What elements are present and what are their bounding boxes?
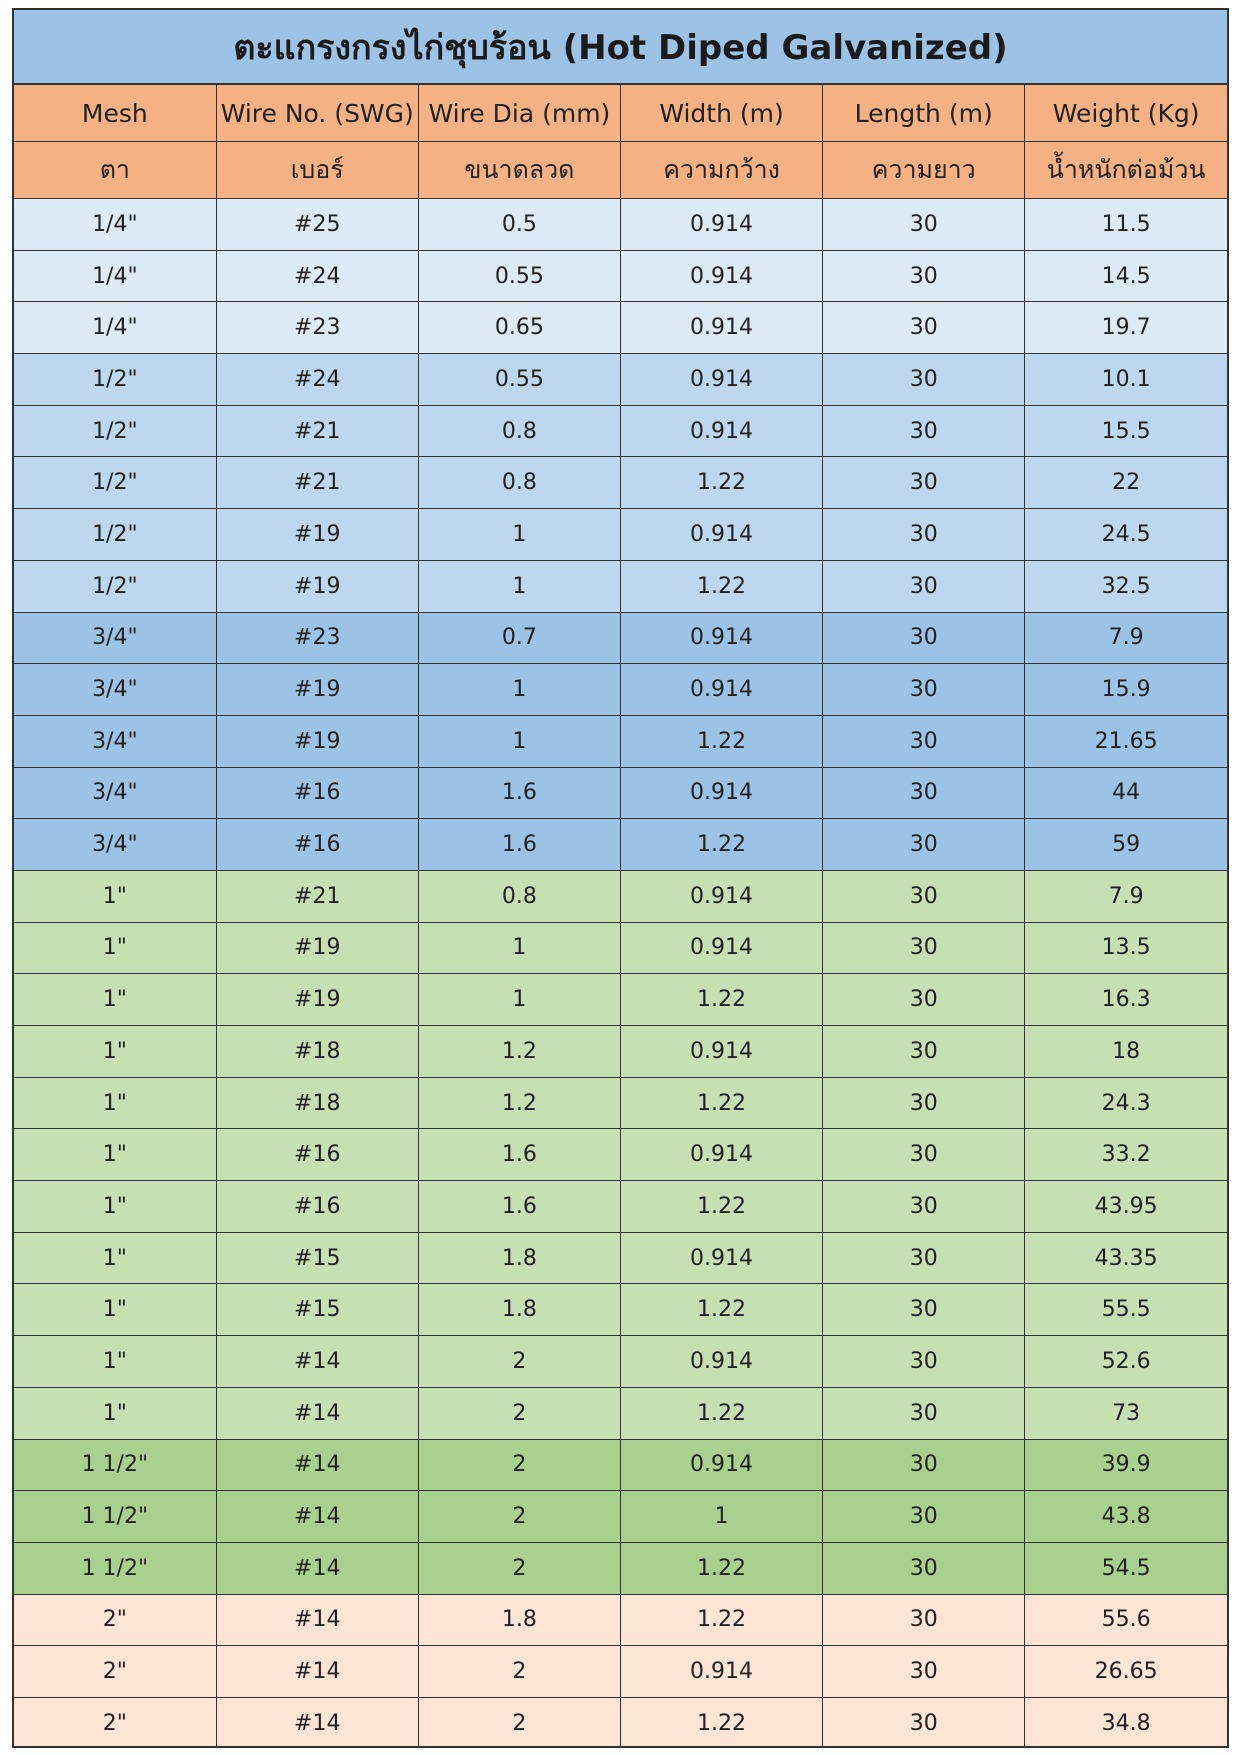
cell-wire-no: #21 bbox=[216, 457, 418, 509]
cell-length: 30 bbox=[823, 1129, 1025, 1181]
cell-length: 30 bbox=[823, 1336, 1025, 1388]
cell-wire-no: #21 bbox=[216, 405, 418, 457]
table-row bbox=[14, 250, 1227, 302]
cell-wire-no: #19 bbox=[216, 509, 418, 561]
cell-wire-dia: 1.8 bbox=[418, 1594, 620, 1646]
cell-mesh: 1/2" bbox=[14, 405, 216, 457]
cell-mesh: 3/4" bbox=[14, 819, 216, 871]
cell-width: 0.914 bbox=[620, 1026, 822, 1078]
cell-wire-dia: 2 bbox=[418, 1336, 620, 1388]
table-row bbox=[14, 664, 1227, 716]
cell-mesh: 2" bbox=[14, 1697, 216, 1748]
table-row bbox=[14, 1646, 1227, 1698]
table-row bbox=[14, 1129, 1227, 1181]
cell-mesh: 1/4" bbox=[14, 302, 216, 354]
cell-mesh: 1 1/2" bbox=[14, 1542, 216, 1594]
cell-wire-no: #15 bbox=[216, 1232, 418, 1284]
cell-mesh: 1/4" bbox=[14, 199, 216, 251]
cell-wire-no: #14 bbox=[216, 1542, 418, 1594]
cell-mesh: 1" bbox=[14, 1077, 216, 1129]
cell-wire-no: #21 bbox=[216, 870, 418, 922]
cell-weight: 7.9 bbox=[1025, 612, 1227, 664]
cell-length: 30 bbox=[823, 354, 1025, 406]
cell-wire-no: #16 bbox=[216, 1181, 418, 1233]
cell-wire-dia: 1.6 bbox=[418, 767, 620, 819]
cell-width: 0.914 bbox=[620, 664, 822, 716]
cell-wire-dia: 0.8 bbox=[418, 870, 620, 922]
table-row bbox=[14, 1491, 1227, 1543]
header-mesh-thai: ตา bbox=[14, 142, 216, 199]
cell-mesh: 1/2" bbox=[14, 509, 216, 561]
table-row bbox=[14, 1232, 1227, 1284]
header-weight: Weight (Kg) bbox=[1025, 85, 1227, 142]
header-row-english bbox=[14, 85, 1227, 142]
cell-length: 30 bbox=[823, 1387, 1025, 1439]
cell-mesh: 2" bbox=[14, 1594, 216, 1646]
table-row bbox=[14, 612, 1227, 664]
cell-weight: 7.9 bbox=[1025, 870, 1227, 922]
cell-weight: 59 bbox=[1025, 819, 1227, 871]
cell-mesh: 3/4" bbox=[14, 664, 216, 716]
cell-mesh: 1 1/2" bbox=[14, 1439, 216, 1491]
cell-weight: 43.8 bbox=[1025, 1491, 1227, 1543]
table-row bbox=[14, 1077, 1227, 1129]
cell-length: 30 bbox=[823, 1594, 1025, 1646]
cell-width: 0.914 bbox=[620, 302, 822, 354]
cell-wire-dia: 2 bbox=[418, 1491, 620, 1543]
cell-length: 30 bbox=[823, 612, 1025, 664]
cell-mesh: 3/4" bbox=[14, 612, 216, 664]
cell-wire-dia: 1.2 bbox=[418, 1077, 620, 1129]
cell-wire-dia: 0.55 bbox=[418, 250, 620, 302]
cell-length: 30 bbox=[823, 457, 1025, 509]
cell-wire-no: #19 bbox=[216, 922, 418, 974]
header-mesh: Mesh bbox=[14, 85, 216, 142]
cell-wire-dia: 1 bbox=[418, 715, 620, 767]
table-row bbox=[14, 922, 1227, 974]
cell-wire-no: #14 bbox=[216, 1491, 418, 1543]
cell-wire-dia: 1.8 bbox=[418, 1232, 620, 1284]
cell-length: 30 bbox=[823, 1026, 1025, 1078]
cell-width: 1.22 bbox=[620, 1284, 822, 1336]
cell-width: 0.914 bbox=[620, 1646, 822, 1698]
cell-length: 30 bbox=[823, 302, 1025, 354]
cell-weight: 24.5 bbox=[1025, 509, 1227, 561]
cell-wire-dia: 0.8 bbox=[418, 405, 620, 457]
cell-wire-no: #16 bbox=[216, 819, 418, 871]
cell-mesh: 2" bbox=[14, 1646, 216, 1698]
cell-wire-dia: 1.2 bbox=[418, 1026, 620, 1078]
cell-weight: 15.9 bbox=[1025, 664, 1227, 716]
cell-wire-dia: 1.6 bbox=[418, 1181, 620, 1233]
table-row bbox=[14, 767, 1227, 819]
cell-wire-no: #18 bbox=[216, 1026, 418, 1078]
cell-mesh: 1" bbox=[14, 1336, 216, 1388]
table-row bbox=[14, 560, 1227, 612]
cell-length: 30 bbox=[823, 1439, 1025, 1491]
cell-length: 30 bbox=[823, 664, 1025, 716]
cell-wire-dia: 1.6 bbox=[418, 819, 620, 871]
cell-mesh: 1/2" bbox=[14, 457, 216, 509]
cell-width: 1.22 bbox=[620, 1077, 822, 1129]
table-row bbox=[14, 509, 1227, 561]
table-row bbox=[14, 870, 1227, 922]
cell-wire-dia: 1 bbox=[418, 509, 620, 561]
cell-wire-no: #14 bbox=[216, 1336, 418, 1388]
cell-width: 1.22 bbox=[620, 457, 822, 509]
table-row bbox=[14, 354, 1227, 406]
cell-weight: 11.5 bbox=[1025, 199, 1227, 251]
cell-mesh: 1" bbox=[14, 1026, 216, 1078]
cell-length: 30 bbox=[823, 1077, 1025, 1129]
cell-length: 30 bbox=[823, 819, 1025, 871]
cell-weight: 21.65 bbox=[1025, 715, 1227, 767]
cell-mesh: 1" bbox=[14, 870, 216, 922]
header-row-thai bbox=[14, 142, 1227, 199]
cell-weight: 33.2 bbox=[1025, 1129, 1227, 1181]
cell-width: 0.914 bbox=[620, 1336, 822, 1388]
cell-wire-dia: 1.8 bbox=[418, 1284, 620, 1336]
cell-wire-dia: 2 bbox=[418, 1697, 620, 1748]
cell-width: 1.22 bbox=[620, 1542, 822, 1594]
cell-width: 0.914 bbox=[620, 1129, 822, 1181]
cell-width: 1.22 bbox=[620, 1594, 822, 1646]
header-length-thai: ความยาว bbox=[823, 142, 1025, 199]
header-wire-no: Wire No. (SWG) bbox=[216, 85, 418, 142]
cell-length: 30 bbox=[823, 405, 1025, 457]
table-row bbox=[14, 1697, 1227, 1748]
cell-length: 30 bbox=[823, 922, 1025, 974]
cell-weight: 43.95 bbox=[1025, 1181, 1227, 1233]
cell-wire-dia: 1 bbox=[418, 922, 620, 974]
cell-width: 1.22 bbox=[620, 560, 822, 612]
cell-wire-dia: 2 bbox=[418, 1387, 620, 1439]
cell-mesh: 1/2" bbox=[14, 560, 216, 612]
cell-weight: 52.6 bbox=[1025, 1336, 1227, 1388]
cell-wire-dia: 0.5 bbox=[418, 199, 620, 251]
cell-wire-no: #23 bbox=[216, 302, 418, 354]
table-row bbox=[14, 1026, 1227, 1078]
cell-weight: 24.3 bbox=[1025, 1077, 1227, 1129]
cell-wire-dia: 0.65 bbox=[418, 302, 620, 354]
cell-length: 30 bbox=[823, 974, 1025, 1026]
cell-mesh: 1" bbox=[14, 922, 216, 974]
cell-length: 30 bbox=[823, 1697, 1025, 1748]
table-row bbox=[14, 405, 1227, 457]
table-title: ตะแกรงกรงไก่ชุบร้อน (Hot Diped Galvanized) bbox=[14, 10, 1227, 85]
cell-weight: 55.6 bbox=[1025, 1594, 1227, 1646]
cell-wire-no: #19 bbox=[216, 974, 418, 1026]
cell-wire-no: #14 bbox=[216, 1594, 418, 1646]
cell-wire-dia: 0.8 bbox=[418, 457, 620, 509]
cell-wire-no: #14 bbox=[216, 1439, 418, 1491]
table-row bbox=[14, 1336, 1227, 1388]
cell-weight: 73 bbox=[1025, 1387, 1227, 1439]
cell-wire-dia: 1.6 bbox=[418, 1129, 620, 1181]
cell-mesh: 1 1/2" bbox=[14, 1491, 216, 1543]
table-row bbox=[14, 1181, 1227, 1233]
cell-width: 1.22 bbox=[620, 1181, 822, 1233]
cell-length: 30 bbox=[823, 1284, 1025, 1336]
cell-wire-dia: 0.55 bbox=[418, 354, 620, 406]
cell-wire-dia: 2 bbox=[418, 1646, 620, 1698]
cell-mesh: 1" bbox=[14, 1387, 216, 1439]
cell-width: 0.914 bbox=[620, 1439, 822, 1491]
table-row bbox=[14, 1542, 1227, 1594]
header-weight-thai: น้ำหนักต่อม้วน bbox=[1025, 142, 1227, 199]
cell-length: 30 bbox=[823, 250, 1025, 302]
cell-width: 0.914 bbox=[620, 1232, 822, 1284]
cell-weight: 22 bbox=[1025, 457, 1227, 509]
cell-weight: 34.8 bbox=[1025, 1697, 1227, 1748]
cell-wire-no: #24 bbox=[216, 250, 418, 302]
cell-width: 0.914 bbox=[620, 405, 822, 457]
cell-width: 0.914 bbox=[620, 612, 822, 664]
cell-width: 0.914 bbox=[620, 250, 822, 302]
cell-length: 30 bbox=[823, 560, 1025, 612]
cell-weight: 13.5 bbox=[1025, 922, 1227, 974]
cell-length: 30 bbox=[823, 1232, 1025, 1284]
cell-length: 30 bbox=[823, 715, 1025, 767]
cell-width: 0.914 bbox=[620, 199, 822, 251]
cell-length: 30 bbox=[823, 870, 1025, 922]
cell-mesh: 3/4" bbox=[14, 767, 216, 819]
cell-width: 0.914 bbox=[620, 767, 822, 819]
cell-wire-dia: 2 bbox=[418, 1542, 620, 1594]
price-table-sheet bbox=[12, 8, 1229, 1748]
cell-wire-no: #15 bbox=[216, 1284, 418, 1336]
cell-mesh: 1" bbox=[14, 1129, 216, 1181]
cell-wire-dia: 2 bbox=[418, 1439, 620, 1491]
cell-length: 30 bbox=[823, 1542, 1025, 1594]
cell-mesh: 1" bbox=[14, 1232, 216, 1284]
header-wire-dia-thai: ขนาดลวด bbox=[418, 142, 620, 199]
cell-wire-no: #24 bbox=[216, 354, 418, 406]
table-row bbox=[14, 974, 1227, 1026]
cell-length: 30 bbox=[823, 1646, 1025, 1698]
header-width: Width (m) bbox=[620, 85, 822, 142]
cell-wire-no: #19 bbox=[216, 715, 418, 767]
cell-mesh: 1" bbox=[14, 974, 216, 1026]
cell-mesh: 1/2" bbox=[14, 354, 216, 406]
cell-width: 1.22 bbox=[620, 1387, 822, 1439]
table-row bbox=[14, 302, 1227, 354]
table-row bbox=[14, 457, 1227, 509]
cell-weight: 18 bbox=[1025, 1026, 1227, 1078]
table-body bbox=[14, 199, 1227, 1749]
cell-weight: 32.5 bbox=[1025, 560, 1227, 612]
cell-wire-no: #16 bbox=[216, 767, 418, 819]
cell-weight: 26.65 bbox=[1025, 1646, 1227, 1698]
cell-wire-dia: 1 bbox=[418, 974, 620, 1026]
cell-weight: 16.3 bbox=[1025, 974, 1227, 1026]
cell-wire-no: #16 bbox=[216, 1129, 418, 1181]
cell-mesh: 1/4" bbox=[14, 250, 216, 302]
cell-wire-dia: 1 bbox=[418, 664, 620, 716]
cell-wire-dia: 0.7 bbox=[418, 612, 620, 664]
cell-weight: 19.7 bbox=[1025, 302, 1227, 354]
cell-wire-no: #14 bbox=[216, 1697, 418, 1748]
table-row bbox=[14, 1594, 1227, 1646]
cell-mesh: 3/4" bbox=[14, 715, 216, 767]
cell-length: 30 bbox=[823, 1491, 1025, 1543]
cell-wire-no: #25 bbox=[216, 199, 418, 251]
galvanized-mesh-table bbox=[14, 85, 1227, 1748]
header-length: Length (m) bbox=[823, 85, 1025, 142]
table-row bbox=[14, 1439, 1227, 1491]
cell-wire-dia: 1 bbox=[418, 560, 620, 612]
header-wire-no-thai: เบอร์ bbox=[216, 142, 418, 199]
cell-width: 0.914 bbox=[620, 354, 822, 406]
cell-weight: 10.1 bbox=[1025, 354, 1227, 406]
header-wire-dia: Wire Dia (mm) bbox=[418, 85, 620, 142]
cell-width: 1.22 bbox=[620, 974, 822, 1026]
cell-width: 0.914 bbox=[620, 922, 822, 974]
table-row bbox=[14, 199, 1227, 251]
cell-weight: 44 bbox=[1025, 767, 1227, 819]
cell-wire-no: #18 bbox=[216, 1077, 418, 1129]
header-width-thai: ความกว้าง bbox=[620, 142, 822, 199]
cell-mesh: 1" bbox=[14, 1181, 216, 1233]
cell-width: 1.22 bbox=[620, 1697, 822, 1748]
cell-wire-no: #19 bbox=[216, 664, 418, 716]
cell-width: 1.22 bbox=[620, 715, 822, 767]
table-row bbox=[14, 1387, 1227, 1439]
cell-weight: 15.5 bbox=[1025, 405, 1227, 457]
cell-wire-no: #14 bbox=[216, 1387, 418, 1439]
table-row bbox=[14, 819, 1227, 871]
cell-length: 30 bbox=[823, 199, 1025, 251]
cell-length: 30 bbox=[823, 509, 1025, 561]
cell-weight: 55.5 bbox=[1025, 1284, 1227, 1336]
cell-width: 1.22 bbox=[620, 819, 822, 871]
table-row bbox=[14, 1284, 1227, 1336]
cell-wire-no: #19 bbox=[216, 560, 418, 612]
cell-mesh: 1" bbox=[14, 1284, 216, 1336]
cell-length: 30 bbox=[823, 767, 1025, 819]
cell-length: 30 bbox=[823, 1181, 1025, 1233]
cell-weight: 54.5 bbox=[1025, 1542, 1227, 1594]
cell-width: 0.914 bbox=[620, 509, 822, 561]
cell-width: 0.914 bbox=[620, 870, 822, 922]
cell-wire-no: #23 bbox=[216, 612, 418, 664]
cell-wire-no: #14 bbox=[216, 1646, 418, 1698]
cell-weight: 43.35 bbox=[1025, 1232, 1227, 1284]
table-row bbox=[14, 715, 1227, 767]
cell-weight: 39.9 bbox=[1025, 1439, 1227, 1491]
cell-weight: 14.5 bbox=[1025, 250, 1227, 302]
cell-width: 1 bbox=[620, 1491, 822, 1543]
